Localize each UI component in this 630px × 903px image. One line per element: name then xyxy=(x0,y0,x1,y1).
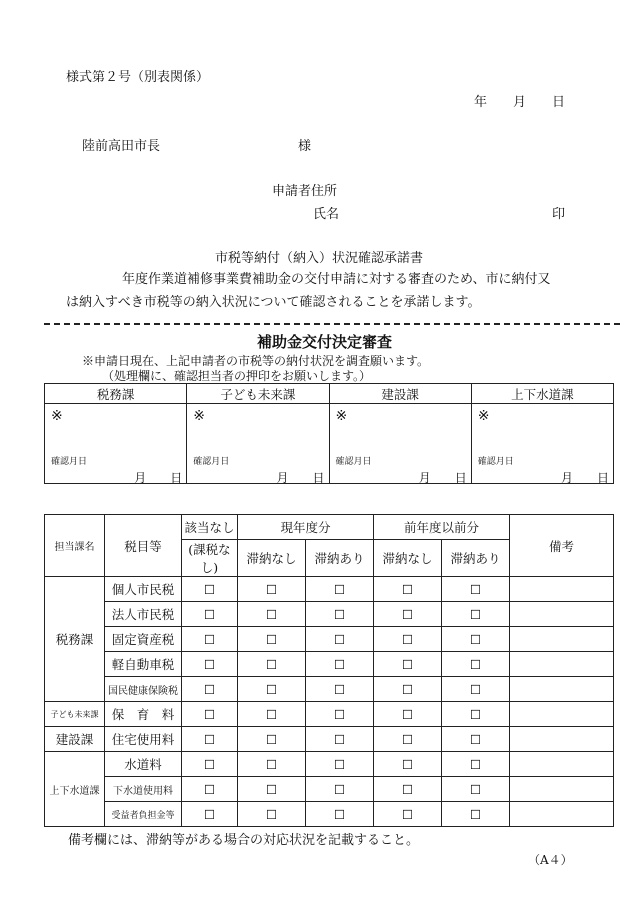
checkbox[interactable]: ☐ xyxy=(469,581,482,597)
form-number: 様式第２号（別表関係） xyxy=(66,70,210,85)
checkbox[interactable]: ☐ xyxy=(265,681,278,697)
stamp-cell-suido[interactable] xyxy=(471,404,613,484)
checkbox[interactable]: ☐ xyxy=(469,606,482,622)
consent-line-2: は納入すべき市税等の納入状況について確認されることを承諾します。 xyxy=(66,295,481,310)
checkbox[interactable]: ☐ xyxy=(401,781,414,797)
checkbox-current-overdue[interactable] xyxy=(306,802,374,827)
honorific: 様 xyxy=(298,139,312,154)
checkbox-prior-ok[interactable] xyxy=(374,577,442,602)
checkbox-prior-overdue[interactable] xyxy=(442,802,510,827)
checkbox[interactable]: ☐ xyxy=(203,581,216,597)
seal-mark: 印 xyxy=(552,207,566,222)
checkbox-prior-overdue[interactable] xyxy=(442,577,510,602)
checkbox[interactable]: ☐ xyxy=(401,706,414,722)
confirm-label: 確認月日 xyxy=(335,457,372,467)
checkbox-prior-overdue[interactable] xyxy=(442,652,510,677)
checkbox[interactable]: ☐ xyxy=(333,756,346,772)
applicant-name-label: 氏名 xyxy=(313,207,340,222)
remarks-cell[interactable] xyxy=(510,627,614,652)
date-line: 年 月 日 xyxy=(474,95,566,110)
table-row xyxy=(45,777,614,802)
table-row xyxy=(45,727,614,752)
dept-header-kensetsu: 建設課 xyxy=(329,384,471,404)
checkbox[interactable]: ☐ xyxy=(265,606,278,622)
checkbox[interactable]: ☐ xyxy=(265,656,278,672)
table-row xyxy=(45,702,614,727)
stamp-cell-kensetsu[interactable] xyxy=(329,404,471,484)
checkbox-prior-overdue[interactable] xyxy=(442,702,510,727)
item-label: 受益者負担金等 xyxy=(105,802,182,827)
stamp-cell-zeimu[interactable] xyxy=(45,404,187,484)
checkbox-current-overdue[interactable] xyxy=(306,777,374,802)
checkbox-current-overdue[interactable] xyxy=(306,652,374,677)
header-prior-overdue: 滞納あり xyxy=(442,540,510,577)
checkbox[interactable]: ☐ xyxy=(265,756,278,772)
checkbox[interactable]: ☐ xyxy=(203,756,216,772)
confirm-date: 月 日 xyxy=(560,471,609,485)
checkbox[interactable]: ☐ xyxy=(401,656,414,672)
checkbox[interactable]: ☐ xyxy=(203,631,216,647)
remarks-cell[interactable] xyxy=(510,677,614,702)
checkbox[interactable]: ☐ xyxy=(333,631,346,647)
checkbox[interactable]: ☐ xyxy=(265,631,278,647)
item-label: 住宅使用料 xyxy=(105,727,182,752)
checkbox[interactable]: ☐ xyxy=(401,681,414,697)
checkbox-na[interactable] xyxy=(182,577,238,602)
group-zeimu: 税務課 xyxy=(45,577,105,702)
header-item: 税目等 xyxy=(105,515,182,577)
checkbox-na[interactable] xyxy=(182,802,238,827)
header-current: 現年度分 xyxy=(238,515,374,540)
checkbox[interactable]: ☐ xyxy=(469,756,482,772)
checkbox[interactable]: ☐ xyxy=(265,706,278,722)
checkbox-current-ok[interactable] xyxy=(238,652,306,677)
remarks-cell[interactable] xyxy=(510,727,614,752)
group-kodomo: 子ども未来課 xyxy=(45,702,105,727)
checkbox-current-ok[interactable] xyxy=(238,577,306,602)
checkbox[interactable]: ☐ xyxy=(333,681,346,697)
checkbox[interactable]: ☐ xyxy=(469,781,482,797)
checkbox-prior-overdue[interactable] xyxy=(442,602,510,627)
checkbox-prior-overdue[interactable] xyxy=(442,727,510,752)
item-label: 国民健康保険税 xyxy=(105,677,182,702)
remarks-cell[interactable] xyxy=(510,777,614,802)
checkbox-prior-ok[interactable] xyxy=(374,677,442,702)
review-note-1: ※申請日現在、上記申請者の市税等の納付状況を調査願います。 xyxy=(82,354,430,368)
mark: ※ xyxy=(51,408,63,424)
item-label: 個人市民税 xyxy=(105,577,182,602)
checkbox[interactable]: ☐ xyxy=(469,681,482,697)
checkbox[interactable]: ☐ xyxy=(333,806,346,822)
item-label: 法人市民税 xyxy=(105,602,182,627)
checkbox-prior-ok[interactable] xyxy=(374,727,442,752)
checkbox-prior-ok[interactable] xyxy=(374,702,442,727)
checkbox-current-ok[interactable] xyxy=(238,727,306,752)
checkbox-current-overdue[interactable] xyxy=(306,677,374,702)
dept-header-zeimu: 税務課 xyxy=(45,384,187,404)
remarks-cell[interactable] xyxy=(510,652,614,677)
mark: ※ xyxy=(193,408,205,424)
checkbox[interactable]: ☐ xyxy=(469,806,482,822)
checkbox[interactable]: ☐ xyxy=(333,731,346,747)
group-kensetsu: 建設課 xyxy=(45,727,105,752)
header-na-sub: (課税なし) xyxy=(182,540,238,577)
header-current-not-overdue: 滞納なし xyxy=(238,540,306,577)
checkbox[interactable]: ☐ xyxy=(401,806,414,822)
checkbox[interactable]: ☐ xyxy=(203,706,216,722)
remarks-cell[interactable] xyxy=(510,702,614,727)
checkbox-na[interactable] xyxy=(182,627,238,652)
checkbox-na[interactable] xyxy=(182,777,238,802)
checkbox-prior-ok[interactable] xyxy=(374,802,442,827)
checkbox[interactable]: ☐ xyxy=(265,731,278,747)
tax-status-table xyxy=(44,514,614,827)
checkbox-na[interactable] xyxy=(182,752,238,777)
checkbox[interactable]: ☐ xyxy=(401,756,414,772)
checkbox[interactable]: ☐ xyxy=(333,606,346,622)
checkbox-prior-ok[interactable] xyxy=(374,777,442,802)
checkbox-na[interactable] xyxy=(182,652,238,677)
header-na: 該当なし xyxy=(182,515,238,540)
footer-note: 備考欄には、滞納等がある場合の対応状況を記載すること。 xyxy=(68,833,420,848)
checkbox[interactable]: ☐ xyxy=(203,781,216,797)
confirm-label: 確認月日 xyxy=(477,457,514,467)
checkbox-current-ok[interactable] xyxy=(238,702,306,727)
dept-header-suido: 上下水道課 xyxy=(471,384,613,404)
confirm-label: 確認月日 xyxy=(193,457,230,467)
checkbox[interactable]: ☐ xyxy=(401,606,414,622)
item-label: 保 育 料 xyxy=(105,702,182,727)
cut-line xyxy=(44,323,620,325)
checkbox[interactable]: ☐ xyxy=(203,656,216,672)
paper-size: （A４） xyxy=(528,853,573,867)
checkbox-current-ok[interactable] xyxy=(238,627,306,652)
checkbox-current-overdue[interactable] xyxy=(306,577,374,602)
table-row xyxy=(45,602,614,627)
confirm-date: 月 日 xyxy=(276,471,325,485)
table-row xyxy=(45,627,614,652)
checkbox[interactable]: ☐ xyxy=(469,631,482,647)
checkbox-current-ok[interactable] xyxy=(238,677,306,702)
checkbox-na[interactable] xyxy=(182,727,238,752)
checkbox[interactable]: ☐ xyxy=(265,806,278,822)
remarks-cell[interactable] xyxy=(510,602,614,627)
checkbox-current-overdue[interactable] xyxy=(306,627,374,652)
checkbox[interactable]: ☐ xyxy=(203,731,216,747)
table-row xyxy=(45,752,614,777)
checkbox[interactable]: ☐ xyxy=(203,681,216,697)
checkbox-current-overdue[interactable] xyxy=(306,752,374,777)
remarks-cell[interactable] xyxy=(510,752,614,777)
checkbox[interactable]: ☐ xyxy=(401,581,414,597)
stamp-cell-kodomo[interactable] xyxy=(187,404,329,484)
checkbox[interactable]: ☐ xyxy=(203,606,216,622)
remarks-cell[interactable] xyxy=(510,802,614,827)
mark: ※ xyxy=(477,408,490,424)
review-note-2: （処理欄に、確認担当者の押印をお願いします。） xyxy=(102,369,372,383)
checkbox[interactable]: ☐ xyxy=(469,656,482,672)
checkbox[interactable]: ☐ xyxy=(333,781,346,797)
checkbox-na[interactable] xyxy=(182,702,238,727)
checkbox[interactable]: ☐ xyxy=(203,806,216,822)
addressee: 陸前高田市長 xyxy=(82,139,161,154)
item-label: 水道料 xyxy=(105,752,182,777)
checkbox[interactable]: ☐ xyxy=(401,631,414,647)
checkbox-current-ok[interactable] xyxy=(238,752,306,777)
review-title: 補助金交付決定審査 xyxy=(257,333,393,351)
item-label: 軽自動車税 xyxy=(105,652,182,677)
header-remarks: 備考 xyxy=(510,515,614,577)
checkbox-prior-ok[interactable] xyxy=(374,752,442,777)
applicant-address-label: 申請者住所 xyxy=(272,184,338,199)
checkbox-current-overdue[interactable] xyxy=(306,602,374,627)
consent-title: 市税等納付（納入）状況確認承諾書 xyxy=(215,251,424,266)
checkbox-prior-overdue[interactable] xyxy=(442,627,510,652)
header-prior: 前年度以前分 xyxy=(374,515,510,540)
checkbox[interactable]: ☐ xyxy=(469,706,482,722)
confirmation-table xyxy=(44,383,614,484)
mark: ※ xyxy=(335,408,348,424)
checkbox-current-ok[interactable] xyxy=(238,777,306,802)
remarks-cell[interactable] xyxy=(510,577,614,602)
consent-line-1: 年度作業道補修事業費補助金の交付申請に対する審査のため、市に納付又 xyxy=(122,272,551,287)
table-row xyxy=(45,802,614,827)
checkbox[interactable]: ☐ xyxy=(469,731,482,747)
checkbox-na[interactable] xyxy=(182,677,238,702)
header-current-overdue: 滞納あり xyxy=(306,540,374,577)
table-row xyxy=(45,652,614,677)
checkbox[interactable]: ☐ xyxy=(333,656,346,672)
checkbox-prior-overdue[interactable] xyxy=(442,677,510,702)
checkbox[interactable]: ☐ xyxy=(333,581,346,597)
confirm-date: 月 日 xyxy=(418,471,467,485)
checkbox-current-overdue[interactable] xyxy=(306,702,374,727)
header-prior-not-overdue: 滞納なし xyxy=(374,540,442,577)
confirm-date: 月 日 xyxy=(134,471,183,485)
item-label: 固定資産税 xyxy=(105,627,182,652)
checkbox-na[interactable] xyxy=(182,602,238,627)
checkbox-prior-ok[interactable] xyxy=(374,602,442,627)
table-row xyxy=(45,577,614,602)
dept-header-kodomo: 子ども未来課 xyxy=(187,384,329,404)
table-row xyxy=(45,677,614,702)
checkbox[interactable]: ☐ xyxy=(265,781,278,797)
group-suido: 上下水道課 xyxy=(45,752,105,827)
checkbox-prior-overdue[interactable] xyxy=(442,777,510,802)
checkbox[interactable]: ☐ xyxy=(265,581,278,597)
checkbox[interactable]: ☐ xyxy=(401,731,414,747)
confirm-label: 確認月日 xyxy=(51,457,88,467)
checkbox-current-ok[interactable] xyxy=(238,802,306,827)
item-label: 下水道使用料 xyxy=(105,777,182,802)
checkbox[interactable]: ☐ xyxy=(333,706,346,722)
checkbox-prior-ok[interactable] xyxy=(374,652,442,677)
checkbox-prior-overdue[interactable] xyxy=(442,752,510,777)
checkbox-current-overdue[interactable] xyxy=(306,727,374,752)
checkbox-prior-ok[interactable] xyxy=(374,627,442,652)
checkbox-current-ok[interactable] xyxy=(238,602,306,627)
header-dept: 担当課名 xyxy=(45,515,105,577)
